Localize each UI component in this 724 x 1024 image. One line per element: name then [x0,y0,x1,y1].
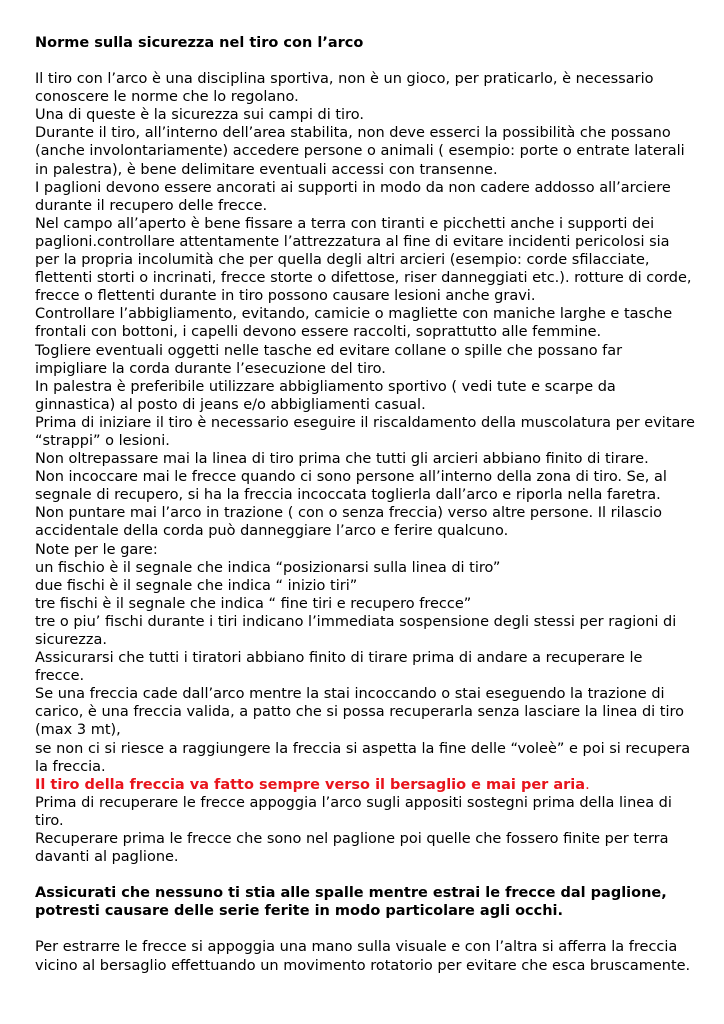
paragraph-notes-heading: Note per le gare: [35,541,158,558]
document-title: Norme sulla sicurezza nel tiro con l’arco [35,35,364,51]
paragraph-intro: Il tiro con l’arco è una disciplina sportiva, non è un gioco, per praticarlo, è necessario conoscere le norme che lo regolano. [35,71,654,106]
red-warning-period: . [585,776,590,793]
paragraph-whistle-1: un fischio è il segnale che indica “posizionarsi sulla linea di tiro” [35,559,501,576]
paragraph-paglioni: I paglioni devono essere ancorati ai supporti in modo da non cadere addosso all’arciere durante il recupero delle frecce. [35,179,671,214]
paragraph-dropped-arrow: Se una freccia cade dall’arco mentre la stai incoccando o stai eseguendo la trazione di carico, è una freccia valida, a patto che si possa recuperarla senza lasciare la linea di tiro (max 3 mt), [35,686,685,739]
paragraph-recover-check: Assicurarsi che tutti i tiratori abbiano finito di tirare prima di andare a recuperare le frecce. [35,650,643,685]
red-warning: Il tiro della freccia va fatto sempre verso il bersaglio e mai per aria [35,776,586,793]
paragraph-extract: Per estrarre le frecce si appoggia una mano sulla visuale e con l’altra si afferra la freccia vicino al bersaglio effettuando un movimento rotatorio per evitare che esca bruscamente. [35,939,691,974]
paragraph-safety: Una di queste è la sicurezza sui campi di tiro. [35,107,364,124]
paragraph-pointing: Non puntare mai l’arco in trazione ( con o senza freccia) verso altre persone. Il rilascio accidentale della corda può danneggiare l’arco e ferire qualcuno. [35,505,663,540]
paragraph-objects: Togliere eventuali oggetti nelle tasche ed evitare collane o spille che possano far impigliare la corda durante l’esecuzione del tiro. [35,342,623,377]
paragraph-recover-order: Recuperare prima le frecce che sono nel paglione poi quelle che fossero finite per terra davanti al paglione. [35,831,669,866]
paragraph-area: Durante il tiro, all’interno dell’area stabilita, non deve esserci la possibilità che possano (anche involontariamente) accedere persone o animali ( esempio: porte o entrate laterali in palestra), è bene delimitare eventuali accessi con transenne. [35,125,685,178]
document-page [35,34,695,975]
red-warning-line [35,776,695,794]
bold-warning: Assicurati che nessuno ti stia alle spalle mentre estrai le frecce dal paglione, potresti causare delle serie ferite in modo particolare agli occhi. [35,885,667,920]
paragraph-clothing: Controllare l’abbigliamento, evitando, camicie o magliette con maniche larghe e tasche frontali con bottoni, i capelli devono essere raccolti, soprattutto alle femmine. [35,306,673,341]
paragraph-warmup: Prima di iniziare il tiro è necessario eseguire il riscaldamento della muscolatura per evitare “strappi” o lesioni. [35,414,695,449]
paragraph-volee: se non ci si riesce a raggiungere la freccia si aspetta la fine delle “voleè” e poi si recupera la freccia. [35,740,691,775]
paragraph-line: Non oltrepassare mai la linea di tiro prima che tutti gli arcieri abbiano finito di tirare. [35,451,649,468]
paragraph-bow-stand: Prima di recuperare le frecce appoggia l’arco sugli appositi sostegni prima della linea di tiro. [35,794,672,829]
paragraph-gym: In palestra è preferibile utilizzare abbigliamento sportivo ( vedi tute e scarpe da ginnastica) al posto di jeans e/o abbigliamenti casual. [35,378,616,413]
paragraph-whistle-2: due fischi è il segnale che indica “ inizio tiri” [35,577,358,594]
paragraph-nocking: Non incoccare mai le frecce quando ci sono persone all’interno della zona di tiro. Se, al segnale di recupero, si ha la freccia incoccata toglierla dall’arco e riporla nella faretra. [35,469,667,504]
paragraph-whistle-more: tre o piu’ fischi durante i tiri indicano l’immediata sospensione degli stessi per ragioni di sicurezza. [35,613,677,648]
paragraph-outdoor: Nel campo all’aperto è bene fissare a terra con tiranti e picchetti anche i supporti dei paglioni.controllare attentamente l’attrezzatura al fine di evitare incidenti pericolosi sia per la propria incolumità che per quella degli altri arcieri (esempio: corde sfilacciate, flettenti storti o incrinati, frecce storte o difettose, riser danneggiati etc.). rotture di corde, frecce o flettenti durante in tiro possono causare lesioni anche gravi. [35,215,692,305]
paragraph-whistle-3: tre fischi è il segnale che indica “ fine tiri e recupero frecce” [35,595,472,612]
